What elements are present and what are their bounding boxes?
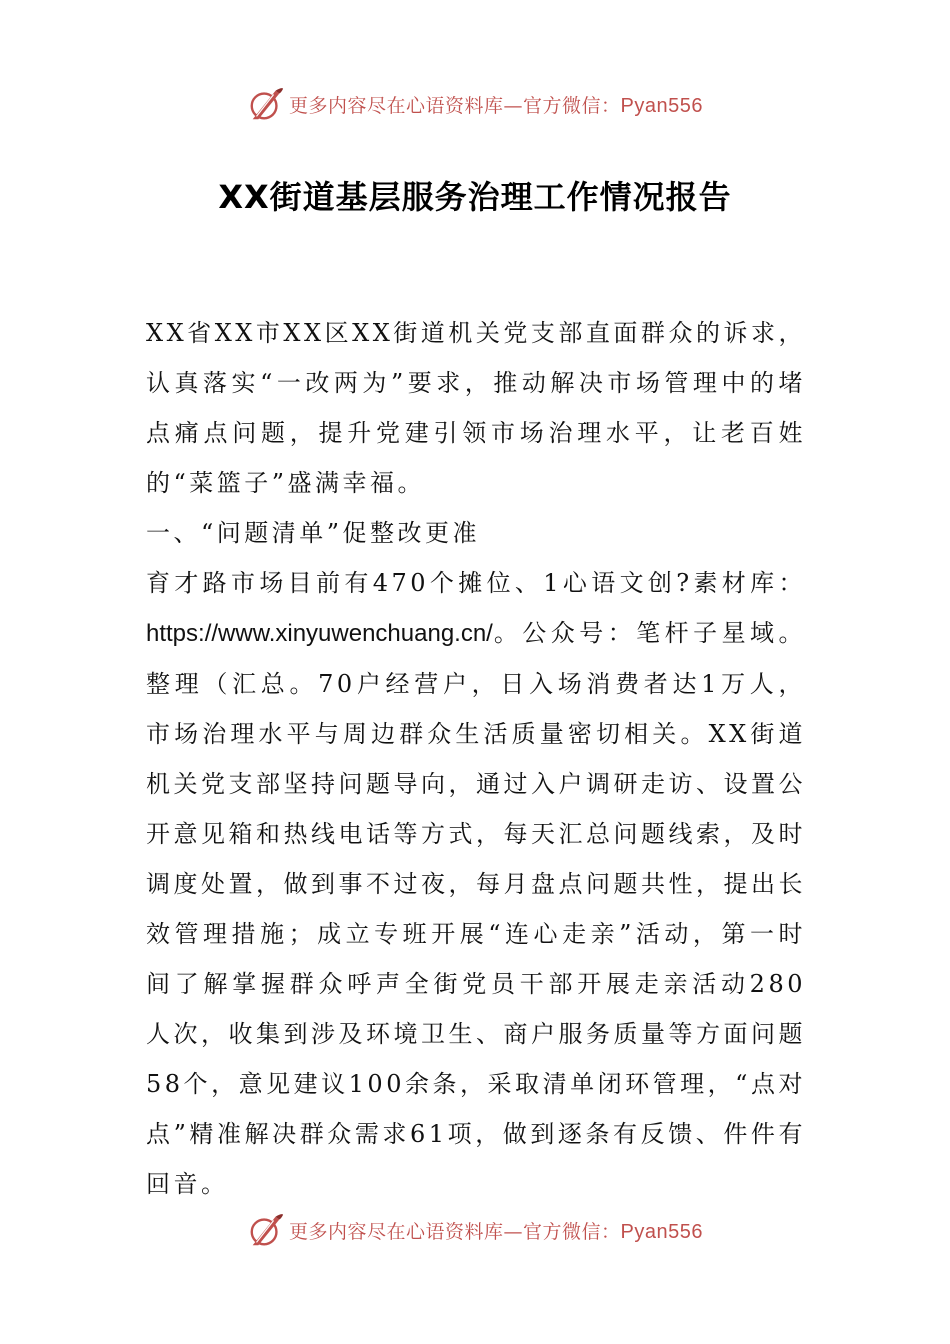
section-paragraph: 育才路市场目前有470个摊位、1心语文创?素材库：https://www.xinyuwenchuang.cn/。公众号：笔杆子星域。整理（汇总。70户经营户，日入场消费者达1万人，市场治理水平与周边群众生活质量密切相关。XX街道机关党支部坚持问题导向，通过入户调研走访、设置公开意见箱和热线电话等方式，每天汇总问题线索，及时调度处置，做到事不过夜，每月盘点问题共性，提出长效管理措施；成立专班开展“连心走亲”活动，第一时间了解掌握群众呼声全街党员干部开展走亲活动280人次，收集到涉及环境卫生、商户服务质量等方面问题58个，意见建议100余条，采取清单闭环管理，“点对点”精准解决群众需求61项，做到逐条有反馈、件件有回音。: [146, 569, 806, 1198]
document-body: [146, 308, 806, 1209]
intro-paragraph: XX省XX市XX区XX街道机关党支部直面群众的诉求，认真落实“一改两为”要求，推动解决市场管理中的堵点痛点问题，提升党建引领市场治理水平，让老百姓的“菜篮子”盛满幸福。: [146, 319, 806, 497]
document-title: XX街道基层服务治理工作情况报告: [218, 178, 732, 216]
section-heading: 一、“问题清单”促整改更准: [146, 519, 481, 547]
quill-logo-icon: [247, 1211, 285, 1249]
watermark-text: 更多内容尽在心语资料库—官方微信：Pyan556: [289, 94, 703, 117]
watermark-text: 更多内容尽在心语资料库—官方微信：Pyan556: [289, 1220, 703, 1243]
watermark-banner-bottom: [0, 1210, 950, 1250]
quill-logo-icon: [247, 85, 285, 123]
watermark-banner-top: [0, 84, 950, 124]
source-url: https://www.xinyuwenchuang.cn/: [146, 620, 493, 647]
